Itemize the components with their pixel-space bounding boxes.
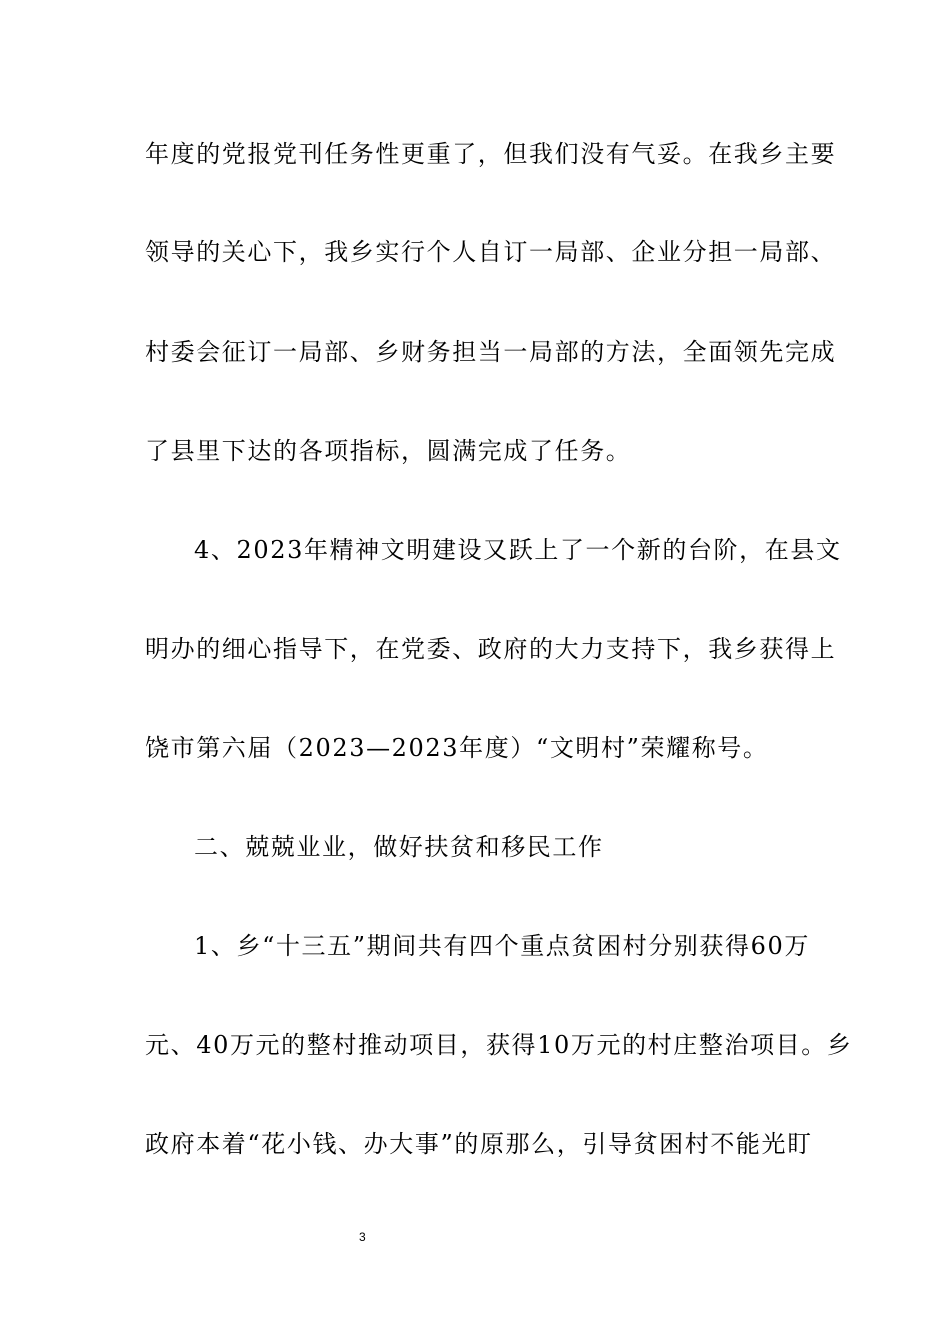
- paragraph-line: 元、40万元的整村推动项目，获得10万元的村庄整治项目。乡: [145, 1031, 853, 1059]
- section-heading: 二、兢兢业业，做好扶贫和移民工作: [194, 833, 604, 861]
- paragraph-line: 1、乡“十三五”期间共有四个重点贫困村分别获得60万: [194, 932, 810, 960]
- paragraph-line: 政府本着“花小钱、办大事”的原那么，引导贫困村不能光盯: [145, 1130, 813, 1158]
- paragraph-line: 4、2023年精神文明建设又跃上了一个新的台阶，在县文: [194, 536, 842, 564]
- paragraph-line: 领导的关心下，我乡实行个人自订一局部、企业分担一局部、: [145, 238, 837, 266]
- paragraph-line: 村委会征订一局部、乡财务担当一局部的方法，全面领先完成: [145, 338, 837, 366]
- paragraph-line: 明办的细心指导下，在党委、政府的大力支持下，我乡获得上: [145, 635, 837, 663]
- paragraph-line: 饶市第六届（2023—2023年度）“文明村”荣耀称号。: [145, 734, 769, 762]
- paragraph-line: 年度的党报党刊任务性更重了，但我们没有气妥。在我乡主要: [145, 140, 837, 168]
- paragraph-line: 了县里下达的各项指标，圆满完成了任务。: [145, 437, 632, 465]
- page-number: 3: [359, 1230, 366, 1244]
